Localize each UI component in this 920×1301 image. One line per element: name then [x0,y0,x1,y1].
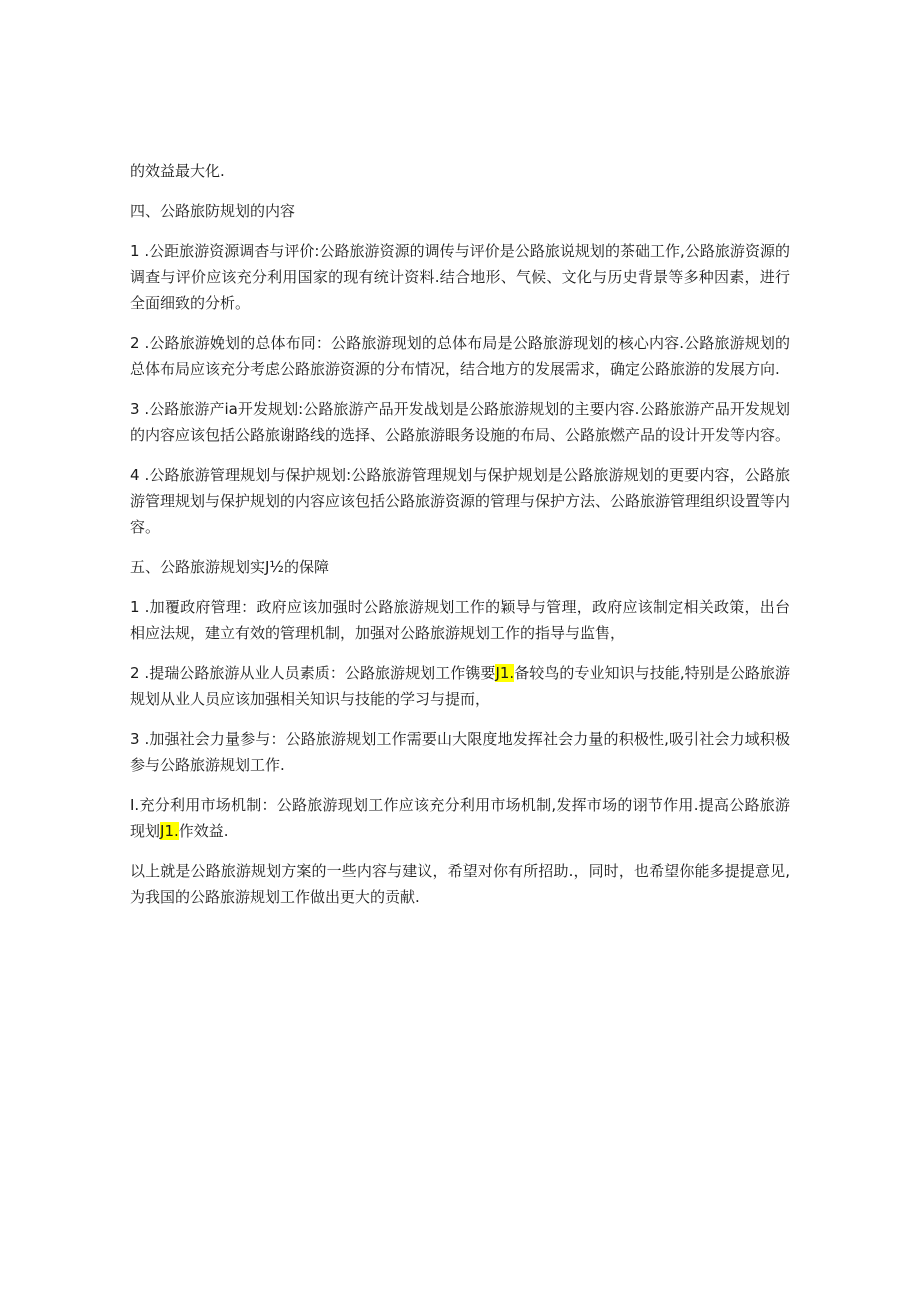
paragraph-4-3: 3 .公路旅游产ia开发规划:公路旅游产品开发战划是公路旅游规划的主要内容.公路旅游产品开发规划的内容应该包括公路旅谢路线的选择、公路旅游眼务设施的布局、公路旅燃产品的设计开发等内容。 [130,400,791,444]
section-heading-4: 四、公路旅防规划的内容 [130,202,296,220]
paragraph-5-4-after: 作效益. [178,822,229,840]
paragraph-4-2: 2 .公路旅游娩划的总体布同：公路旅游现划的总体布局是公路旅游现划的核心内容.公路旅游规划的总体布局应该充分考虑公路旅游资源的分布情况，结合地方的发展需求，确定公路旅游的发展方向. [130,334,790,378]
highlighted-text: J1. [495,664,515,682]
paragraph-5-2-before: 2 .提瑞公路旅游从业人员素质：公路旅游规划工作镌要 [130,664,496,682]
paragraph-intro-tail: 的效益最大化. [130,162,225,180]
paragraph-5-4-before: I.充分利用市场机制：公路旅游现划工作应该充分利用市场机制,发挥市场的诩节作用.提高公路旅游现划 [130,796,790,840]
highlighted-text: J1. [160,822,179,840]
paragraph-5-2 [130,660,790,712]
paragraph-5-2-after: 备较鸟的专业知识与技能,特别是公路旅游规划从业人员应该加强相关知识与技能的学习与提而， [130,664,790,708]
paragraph-4-4: 4 .公路旅游管理规划与保护规划:公路旅游管理规划与保护规划是公路旅游规划的更要内容，公路旅游管理规划与保护规划的内容应该包括公路旅游资源的管理与保护方法、公路旅游管理组织设置等内容。 [130,466,791,536]
paragraph-5-1: 1 .加覆政府管理：政府应该加强时公路旅游规划工作的颖导与管理，政府应该制定相关政策，出台相应法规，建立有效的管理机制，加强对公路旅游规划工作的指导与监售， [130,598,790,642]
paragraph-5-4 [130,792,790,844]
document-body [130,158,790,924]
paragraph-5-3: 3 .加强社会力量参与：公路旅游规划工作需要山大限度地发挥社会力量的积极性,吸引社会力域积极参与公路旅游规划工作. [130,730,790,774]
paragraph-conclusion: 以上就是公路旅游规划方案的一些内容与建议，希望对你有所招助.，同时，也希望你能多提提意见,为我国的公路旅游规划工作做出更大的贡献. [130,862,790,906]
paragraph-4-1: 1 .公距旅游资源调杳与评价:公路旅游资源的调传与评价是公路旅说规划的茶础工作,公路旅游资源的调查与评价应该充分利用国家的现有统计资料.结合地形、气候、文化与历史背景等多种因素，进行全面细致的分析。 [130,242,790,312]
section-heading-5: 五、公路旅游规划实J½的保障 [130,558,329,576]
